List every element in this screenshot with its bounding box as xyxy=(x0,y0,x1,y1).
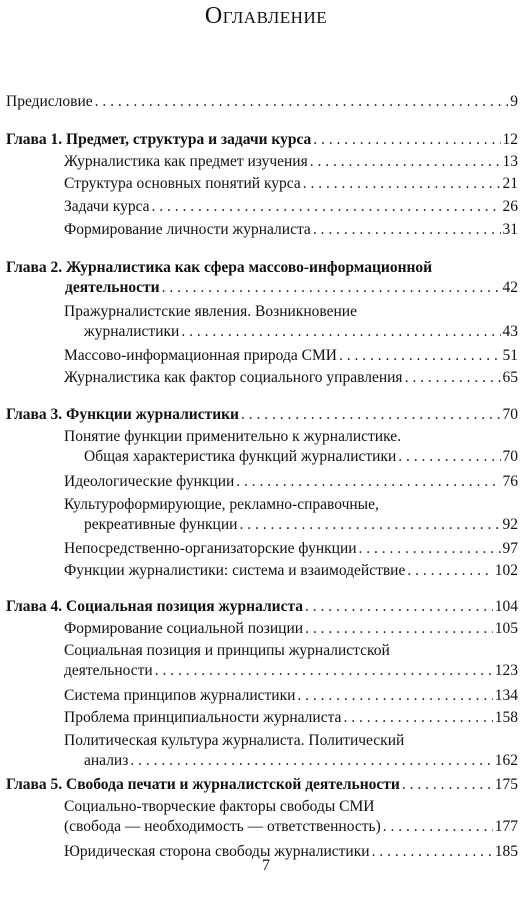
leader-dots xyxy=(301,174,501,194)
page-title: Оглавление xyxy=(204,3,328,29)
toc-section[interactable] xyxy=(64,708,518,728)
toc-entry-text: Структура основных понятий курса xyxy=(64,175,301,192)
toc-entry-text: Функции журналистики: система и взаимодействие xyxy=(64,562,406,579)
toc-page-number: 158 xyxy=(494,709,518,726)
chapter-title: Глава 1. Предмет, структура и задачи курса xyxy=(6,131,312,148)
toc-page-number: 97 xyxy=(502,540,518,557)
toc-page-number: 9 xyxy=(510,93,518,110)
toc-entry-text: Формирование социальной позиции xyxy=(64,620,304,637)
toc-page-number: 105 xyxy=(494,620,518,637)
toc-section[interactable] xyxy=(64,495,518,535)
leader-dots xyxy=(237,515,500,535)
toc-page-number: 162 xyxy=(494,752,518,769)
leader-dots xyxy=(381,817,493,837)
toc-page-number: 70 xyxy=(502,406,518,423)
leader-dots xyxy=(396,447,500,467)
chapter-title-continuation: деятельности xyxy=(65,279,160,296)
leader-dots xyxy=(311,220,501,240)
leader-dots xyxy=(179,322,500,342)
leader-dots xyxy=(160,278,501,298)
toc-entry-text: Журналистика как фактор социального управления xyxy=(64,369,403,386)
leader-dots xyxy=(128,751,492,771)
toc-section[interactable] xyxy=(64,619,518,639)
toc-entry-text: Предисловие xyxy=(6,93,93,110)
leader-dots xyxy=(311,130,500,150)
toc-entry-text-continuation: Общая характеристика функций журналистики xyxy=(84,448,397,465)
toc-section[interactable] xyxy=(64,346,518,366)
toc-entry-preface[interactable] xyxy=(6,92,518,112)
toc-section[interactable] xyxy=(64,427,518,467)
toc-page-number: 21 xyxy=(502,175,518,192)
chapter-title: Глава 3. Функции журналистики xyxy=(6,406,239,423)
toc-page-number: 123 xyxy=(494,662,518,679)
toc-entry-text: Культуроформирующие, рекламно-справочные, xyxy=(64,496,379,513)
toc-entry-text: Юридическая сторона свободы журналистики xyxy=(64,843,370,860)
toc-entry-text: Идеологические функции xyxy=(64,473,235,490)
leader-dots xyxy=(341,708,492,728)
toc-page-number: 13 xyxy=(502,153,518,170)
toc-page-number: 175 xyxy=(494,776,518,793)
toc-page-number: 185 xyxy=(494,843,518,860)
leader-dots xyxy=(308,152,501,172)
leader-dots xyxy=(93,92,509,112)
toc-entry-text: Понятие функции применительно к журналистике. xyxy=(64,428,401,445)
toc-page-number: 177 xyxy=(494,818,518,835)
toc-chapter-3[interactable] xyxy=(6,405,518,425)
leader-dots xyxy=(303,597,493,617)
leader-dots xyxy=(303,619,493,639)
toc-page-number: 51 xyxy=(502,347,518,364)
toc-section[interactable] xyxy=(64,472,518,492)
toc-entry-text: Социально-творческие факторы свободы СМИ xyxy=(64,798,375,815)
page-number: 7 xyxy=(262,857,270,874)
toc-entry-text-continuation: анализ xyxy=(84,752,129,769)
toc-page-number: 102 xyxy=(494,562,518,579)
leader-dots xyxy=(400,775,493,795)
toc-section[interactable] xyxy=(64,368,518,388)
leader-dots xyxy=(337,346,501,366)
toc-entry-text: Социальная позиция и принципы журналистской xyxy=(64,642,390,659)
toc-entry-text: Пражурналистские явления. Возникновение xyxy=(64,303,357,320)
toc-chapter-2[interactable] xyxy=(6,258,518,298)
toc-page-number: 26 xyxy=(502,198,518,215)
toc-page-number: 134 xyxy=(494,687,518,704)
toc-entry-text: Массово-информационная природа СМИ xyxy=(64,347,337,364)
toc-entry-text-continuation: (свобода — необходимость — ответственность) xyxy=(64,818,381,835)
toc-section[interactable] xyxy=(64,686,518,706)
leader-dots xyxy=(295,686,492,706)
chapter-title: Глава 5. Свобода печати и журналистской деятельности xyxy=(6,776,400,793)
toc-entry-text: Непосредственно-организаторские функции xyxy=(64,540,357,557)
toc-section[interactable] xyxy=(64,561,518,581)
toc-section[interactable] xyxy=(64,152,518,172)
toc-chapter-1[interactable] xyxy=(6,130,518,150)
toc-page-number: 31 xyxy=(502,221,518,238)
toc-section[interactable] xyxy=(64,220,518,240)
chapter-title: Глава 2. Журналистика как сфера массово-информационной xyxy=(6,259,433,276)
toc-entry-text: Система принципов журналистики xyxy=(64,687,296,704)
leader-dots xyxy=(403,368,501,388)
toc-section[interactable] xyxy=(64,797,518,837)
toc-entry-text-continuation: рекреативные функции xyxy=(84,516,238,533)
toc-entry-text: Журналистика как предмет изучения xyxy=(64,153,308,170)
toc-page-number: 43 xyxy=(502,323,518,340)
toc-page-number: 92 xyxy=(502,516,518,533)
toc-page-number: 12 xyxy=(502,131,518,148)
leader-dots xyxy=(234,472,500,492)
toc-entry-text: Формирование личности журналиста xyxy=(64,221,311,238)
toc-chapter-5[interactable] xyxy=(6,775,518,795)
toc-page-number: 65 xyxy=(502,369,518,386)
toc-page-number: 70 xyxy=(502,448,518,465)
toc-entry-text: Политическая культура журналиста. Политический xyxy=(64,732,405,749)
toc-page-number: 76 xyxy=(502,473,518,490)
chapter-title: Глава 4. Социальная позиция журналиста xyxy=(6,598,304,615)
toc-entry-text-continuation: журналистики xyxy=(84,323,180,340)
leader-dots xyxy=(357,539,501,559)
leader-dots xyxy=(150,197,501,217)
leader-dots xyxy=(405,561,492,581)
leader-dots xyxy=(153,661,493,681)
toc-entry-text: Проблема принципиальности журналиста xyxy=(64,709,342,726)
toc-entry-text-continuation: деятельности xyxy=(64,662,153,679)
toc-entry-text: Задачи курса xyxy=(64,198,150,215)
toc-chapter-4[interactable] xyxy=(6,597,518,617)
toc-section[interactable] xyxy=(64,197,518,217)
toc-section[interactable] xyxy=(64,302,518,342)
toc-page-number: 104 xyxy=(494,598,518,615)
toc-section[interactable] xyxy=(64,731,518,771)
toc-section[interactable] xyxy=(64,174,518,194)
toc-section[interactable] xyxy=(64,539,518,559)
leader-dots xyxy=(239,405,501,425)
toc-page-number: 42 xyxy=(502,279,518,296)
toc-section[interactable] xyxy=(64,641,518,681)
